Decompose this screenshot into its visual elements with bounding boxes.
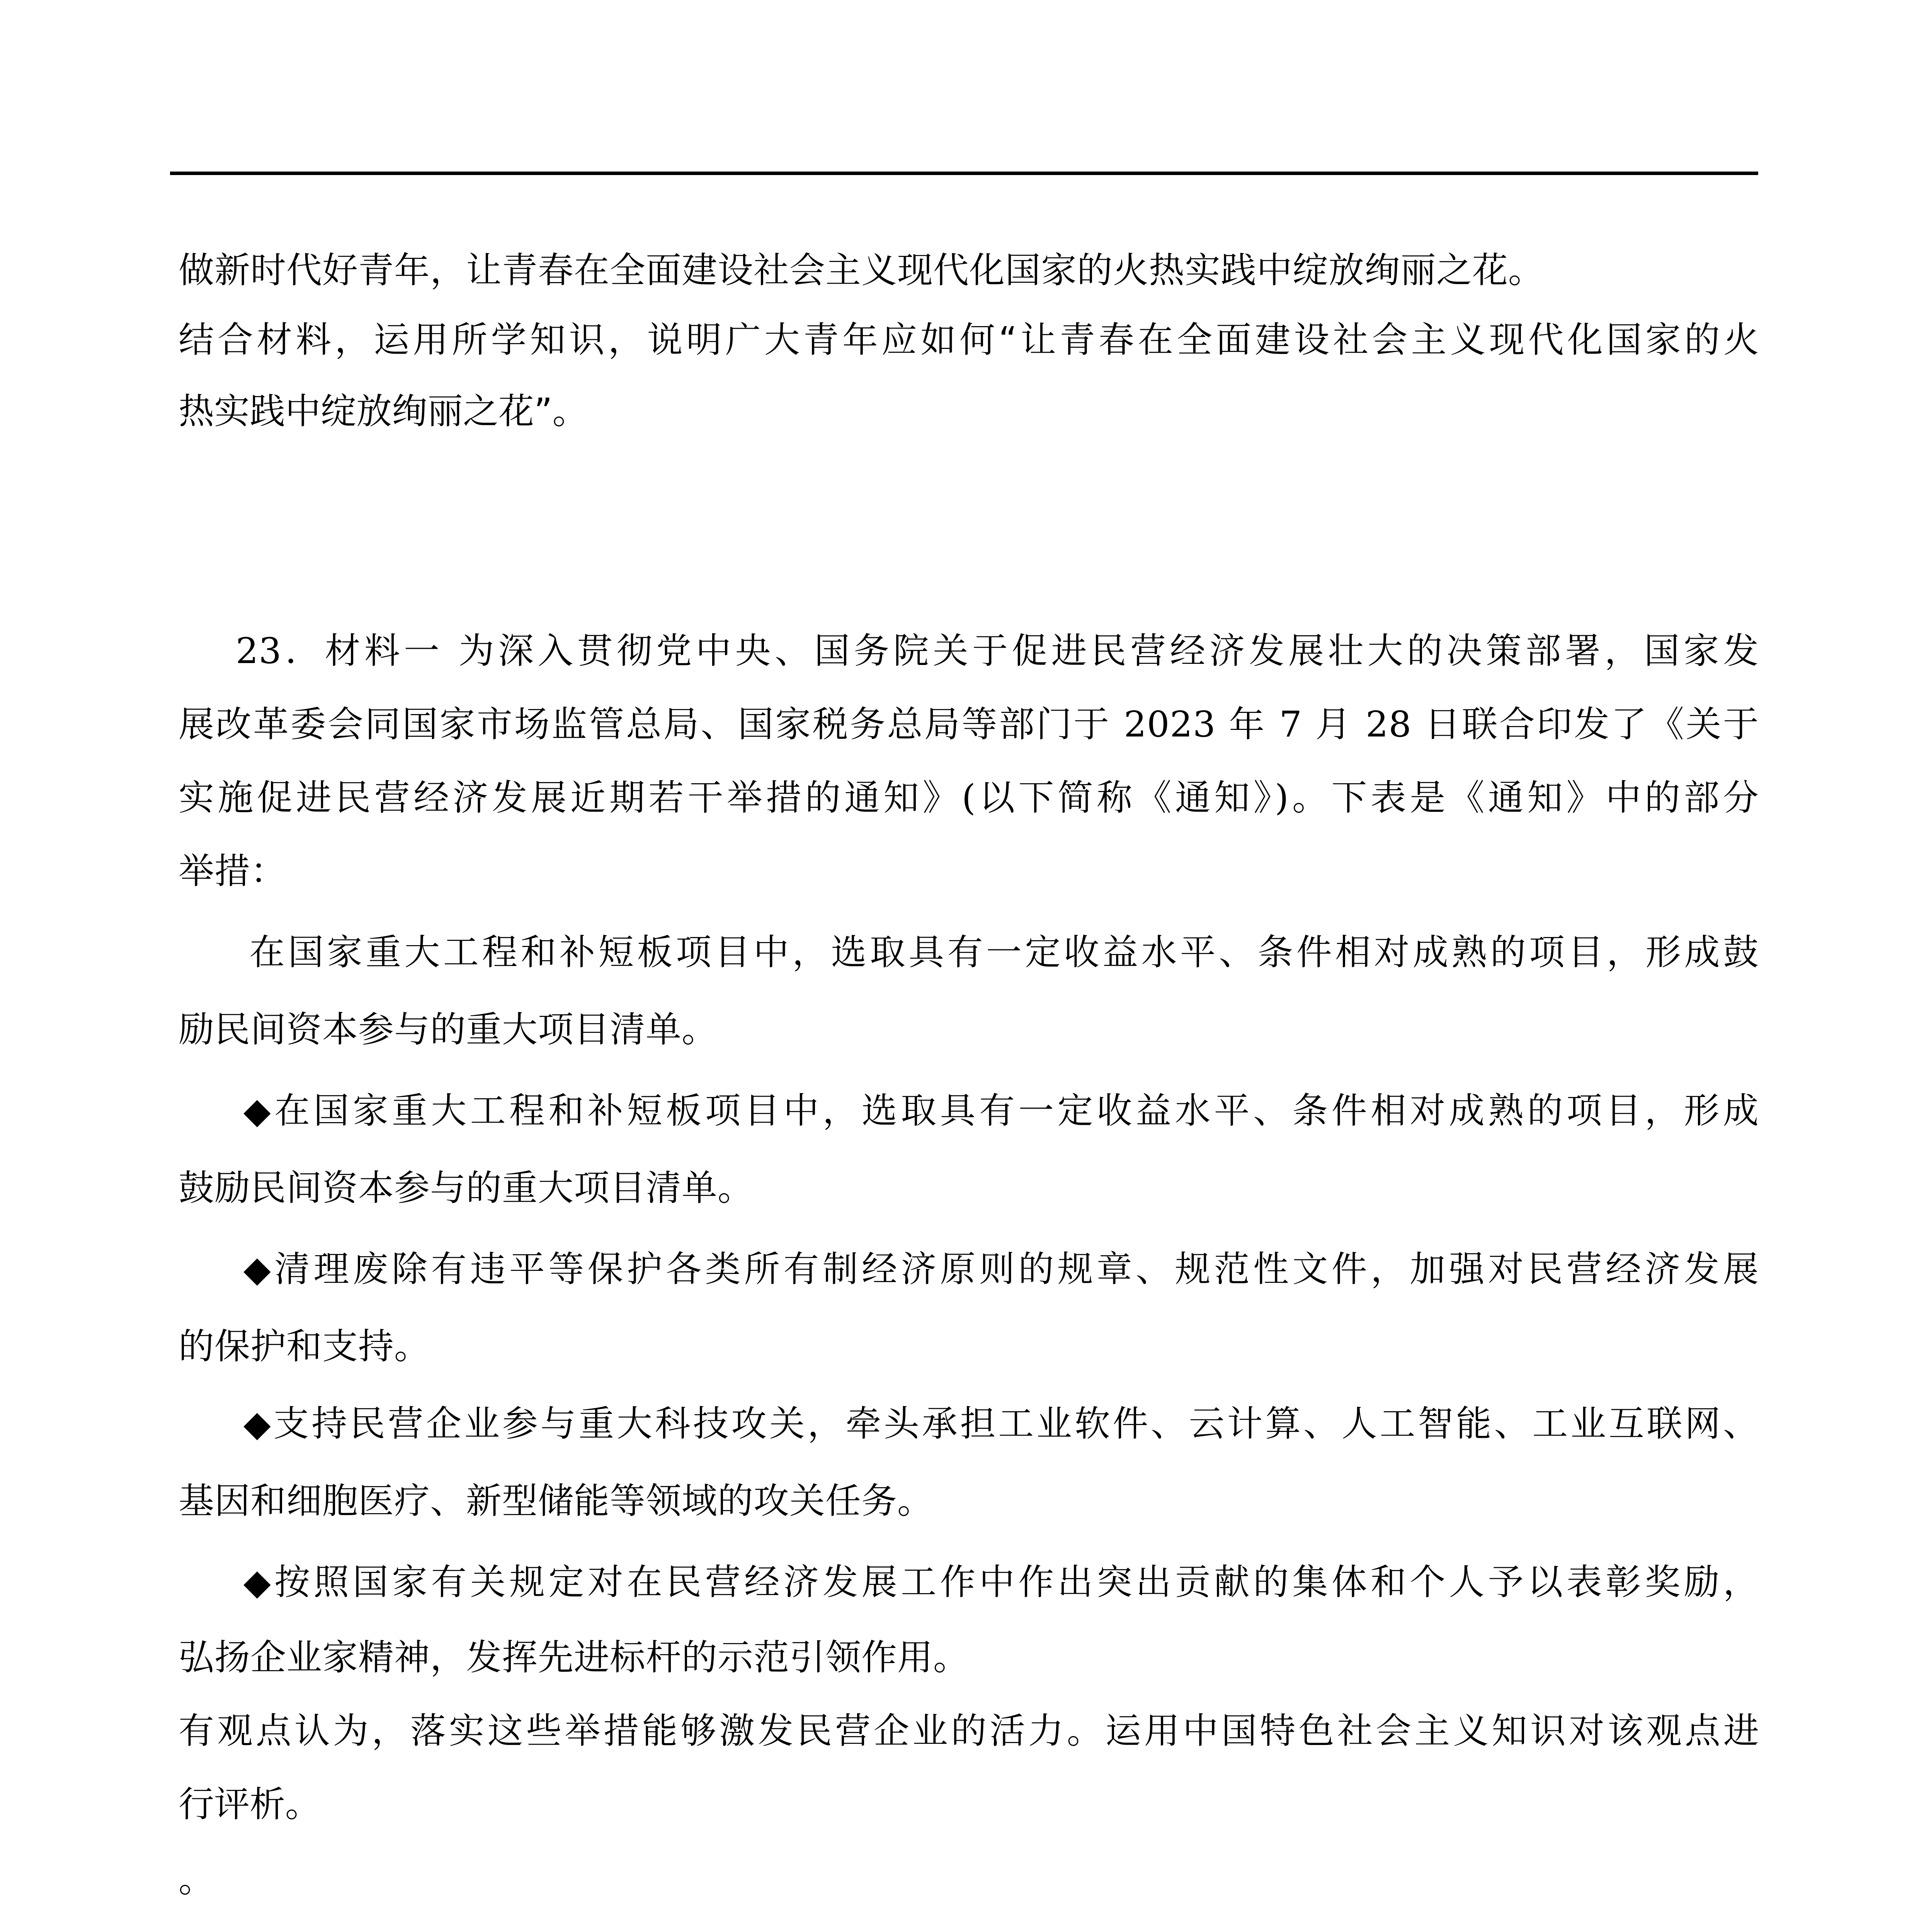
- text-line-1: 做新时代好青年，让青春在全面建设社会主义现代化国家的火热实践中绽放绚丽之花。: [179, 250, 1544, 291]
- question-23-line-3: 实施促进民营经济发展近期若干举措的通知》(以下简称《通知》)。下表是《通知》中的部分: [179, 777, 1759, 818]
- bullet-2-line-1: ◆清理废除有违平等保护各类所有制经济原则的规章、规范性文件，加强对民营经济发展: [243, 1248, 1759, 1290]
- bullet-3-line-2: 基因和细胞医疗、新型储能等领域的攻关任务。: [179, 1480, 934, 1522]
- question-23-line-4: 举措：: [179, 850, 287, 892]
- text-line-2: 结合材料，运用所学知识，说明广大青年应如何“让青春在全面建设社会主义现代化国家的火: [179, 319, 1759, 361]
- bullet-4-line-2: 弘扬企业家精神，发挥先进标杆的示范引领作用。: [179, 1637, 970, 1678]
- question-23-line-1: 23．材料一 为深入贯彻党中央、国务院关于促进民营经济发展壮大的决策部署，国家发: [236, 630, 1759, 672]
- bullet-3-line-1: ◆支持民营企业参与重大科技攻关，牵头承担工业软件、云计算、人工智能、工业互联网、: [243, 1403, 1759, 1444]
- question-23-line-2: 展改革委会同国家市场监管总局、国家税务总局等部门于 2023 年 7 月 28 日联合印发了《关于: [179, 704, 1759, 745]
- bullet-4-line-1: ◆按照国家有关规定对在民营经济发展工作中作出突出贡献的集体和个人予以表彰奖励，: [243, 1561, 1759, 1603]
- measure-paragraph-line-2: 励民间资本参与的重大项目清单。: [179, 1009, 718, 1050]
- bullet-1-line-2: 鼓励民间资本参与的重大项目清单。: [179, 1167, 754, 1209]
- bullet-2-line-2: 的保护和支持。: [179, 1326, 430, 1367]
- question-prompt-line-1: 有观点认为，落实这些举措能够激发民营企业的活力。运用中国特色社会主义知识对该观点进: [179, 1710, 1759, 1752]
- question-prompt-line-2: 行评析。: [179, 1784, 321, 1825]
- text-line-3: 热实践中绽放绚丽之花”。: [179, 391, 588, 432]
- trailing-period: 。: [179, 1859, 215, 1900]
- bullet-1-line-1: ◆在国家重大工程和补短板项目中，选取具有一定收益水平、条件相对成熟的项目，形成: [243, 1090, 1759, 1131]
- header-rule: [170, 172, 1758, 175]
- measure-paragraph-line-1: 在国家重大工程和补短板项目中，选取具有一定收益水平、条件相对成熟的项目，形成鼓: [249, 932, 1759, 973]
